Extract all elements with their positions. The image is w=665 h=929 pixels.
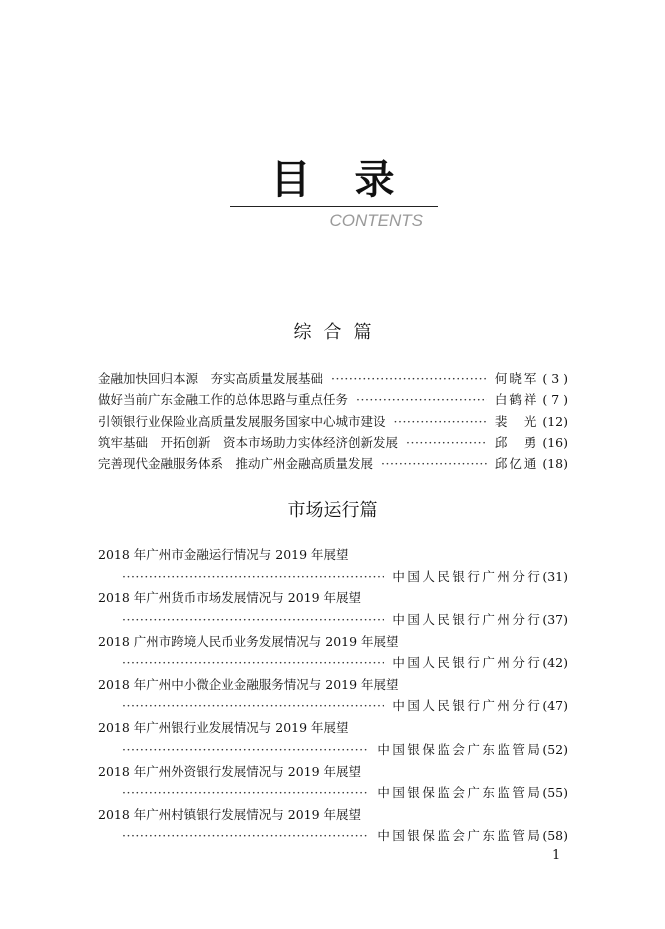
entry-page: (31): [542, 568, 568, 584]
entry-page: (18): [542, 456, 568, 472]
entry-page: (12): [542, 413, 568, 429]
section-title: 综合篇: [293, 322, 384, 343]
entry-author: 邱 勇: [494, 434, 539, 450]
entry-author: 中国人民银行广州分行: [392, 698, 543, 714]
entry-author: 裴 光: [494, 413, 539, 429]
entry-title: 2018 广州市跨境人民币业务发展情况与 2019 年展望: [98, 633, 399, 649]
entry-author: 中国人民银行广州分行: [392, 568, 543, 584]
title-divider: [230, 206, 438, 207]
dot-leader: [381, 454, 487, 474]
entry-page: (16): [542, 434, 568, 450]
entry-author: 中国银保监会广东监管局: [377, 828, 543, 844]
entry-author: 白鹤祥: [494, 392, 539, 408]
entry-author: 中国银保监会广东监管局: [377, 785, 543, 800]
entry-title: 完善现代金融服务体系 推动广州金融高质量发展: [98, 456, 374, 472]
entry-page: (47): [542, 698, 568, 714]
page-number: 1: [552, 848, 561, 863]
section-title: 市场运行篇: [287, 500, 378, 521]
entry-author: 中国人民银行广州分行: [392, 655, 543, 671]
dot-leader: [394, 412, 487, 432]
entry-title: 2018 年广州村镇银行发展情况与 2019 年展望: [98, 806, 362, 822]
toc-entry[interactable]: [98, 454, 568, 474]
dot-leader: [406, 433, 487, 453]
dot-leader: [122, 740, 369, 760]
entry-author: 何晓军: [494, 371, 539, 386]
entry-title: 2018 年广州货币市场发展情况与 2019 年展望: [98, 590, 362, 606]
dot-leader: [356, 390, 487, 410]
page-title: 目录: [270, 157, 439, 203]
entry-page: (52): [542, 741, 568, 757]
entry-title: 2018 年广州外资银行发展情况与 2019 年展望: [98, 763, 362, 779]
entry-page: ( 7 ): [542, 392, 568, 408]
dot-leader: [331, 369, 487, 389]
toc-entry[interactable]: [98, 675, 568, 717]
entry-author: 中国银保监会广东监管局: [377, 741, 543, 757]
toc-entry[interactable]: [98, 433, 568, 453]
entry-page: (37): [542, 611, 568, 627]
entry-author: 邱亿通: [494, 456, 539, 472]
toc-entry[interactable]: [98, 390, 568, 410]
entry-page: (58): [542, 828, 568, 844]
entry-title: 2018 年广州市金融运行情况与 2019 年展望: [98, 547, 349, 562]
entry-title: 引领银行业保险业高质量发展服务国家中心城市建设: [98, 413, 386, 429]
toc-entry[interactable]: [98, 762, 568, 804]
entry-title: 金融加快回归本源 夯实高质量发展基础: [98, 371, 324, 386]
toc-entry[interactable]: [98, 412, 568, 432]
dot-leader: [122, 610, 384, 630]
entry-title: 2018 年广州银行业发展情况与 2019 年展望: [98, 720, 349, 736]
entry-author: 中国人民银行广州分行: [392, 611, 543, 627]
toc-entry[interactable]: [98, 588, 568, 630]
dot-leader: [122, 783, 369, 803]
toc-entry[interactable]: [98, 632, 568, 674]
dot-leader: [122, 653, 384, 673]
page-subtitle: CONTENTS: [329, 211, 423, 230]
toc-entry[interactable]: [98, 805, 568, 847]
toc-entry[interactable]: [98, 545, 568, 587]
entry-title: 做好当前广东金融工作的总体思路与重点任务: [98, 392, 349, 408]
entry-title: 2018 年广州中小微企业金融服务情况与 2019 年展望: [98, 676, 399, 692]
dot-leader: [122, 696, 384, 716]
entry-page: ( 3 ): [542, 371, 568, 386]
dot-leader: [122, 826, 369, 846]
dot-leader: [122, 567, 384, 587]
toc-entry[interactable]: [98, 718, 568, 760]
entry-title: 筑牢基础 开拓创新 资本市场助力实体经济创新发展: [98, 434, 399, 450]
entry-page: (42): [542, 655, 568, 671]
toc-entry[interactable]: [98, 369, 568, 389]
entry-page: (55): [542, 785, 568, 800]
